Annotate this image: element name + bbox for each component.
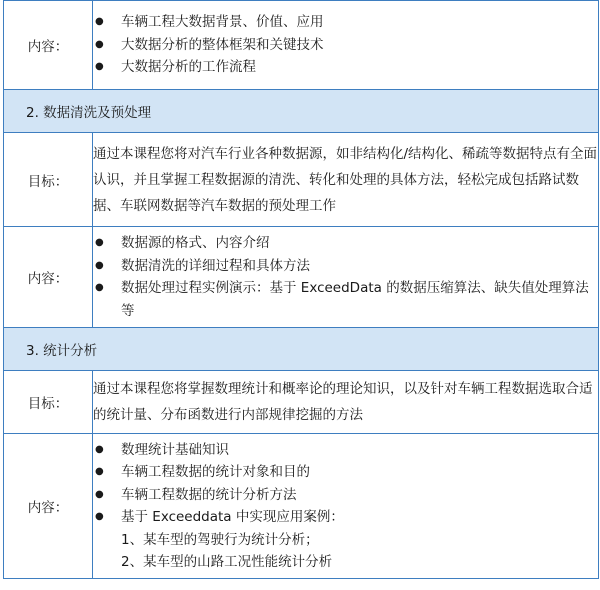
content-label: 内容： [4,1,93,90]
content-label: 内容： [4,434,93,579]
content-cell [93,227,599,328]
content-list [93,232,598,322]
list-item: ● 数理统计基础知识 [93,439,598,462]
section-header-row [4,90,599,133]
content-label: 内容： [4,227,93,328]
content-row [4,1,599,90]
list-item: ● 大数据分析的工作流程 [93,56,598,79]
content-row [4,227,599,328]
goal-text: 通过本课程您将对汽车行业各种数据源，如非结构化/结构化、稀疏等数据特点有全面认识，并且掌握工程数据源的清洗、转化和处理的具体方法，轻松完成包括路试数据、车联网数据等汽车数据的预处理工作 [93,145,598,214]
section-header-row [4,328,599,371]
list-item: ● 车辆工程大数据背景、价值、应用 [93,11,598,34]
goal-row [4,133,599,227]
goal-label: 目标： [4,371,93,434]
goal-row [4,371,599,434]
section-title: 3. 统计分析 [4,328,599,371]
section-title: 2. 数据清洗及预处理 [4,90,599,133]
list-item: ● 数据清洗的详细过程和具体方法 [93,255,598,278]
goal-label: 目标： [4,133,93,227]
sub-list-item: 1、某车型的驾驶行为统计分析； [121,531,319,548]
content-row [4,434,599,579]
content-cell [93,1,599,90]
list-item: ● 车辆工程数据的统计分析方法 [93,484,598,507]
list-item: ● 大数据分析的整体框架和关键技术 [93,34,598,57]
goal-cell [93,133,599,227]
content-list [93,11,598,79]
syllabus-table [3,0,599,579]
sub-list-item: 2、某车型的山路工况性能统计分析 [121,554,333,570]
list-item: ● 基于 Exceeddata 中实现应用案例： [93,506,598,529]
content-cell [93,434,599,579]
goal-cell [93,371,599,434]
goal-text: 通过本课程您将掌握数理统计和概率论的理论知识，以及针对车辆工程数据选取合适的统计量、分布函数进行内部规律挖掘的方法 [93,381,593,423]
list-item: ● 数据处理过程实例演示：基于 ExceedData 的数据压缩算法、缺失值处理算法等 [93,277,598,322]
content-list [93,439,598,574]
list-item: ● 车辆工程数据的统计对象和目的 [93,461,598,484]
list-item: ● 数据源的格式、内容介绍 [93,232,598,255]
